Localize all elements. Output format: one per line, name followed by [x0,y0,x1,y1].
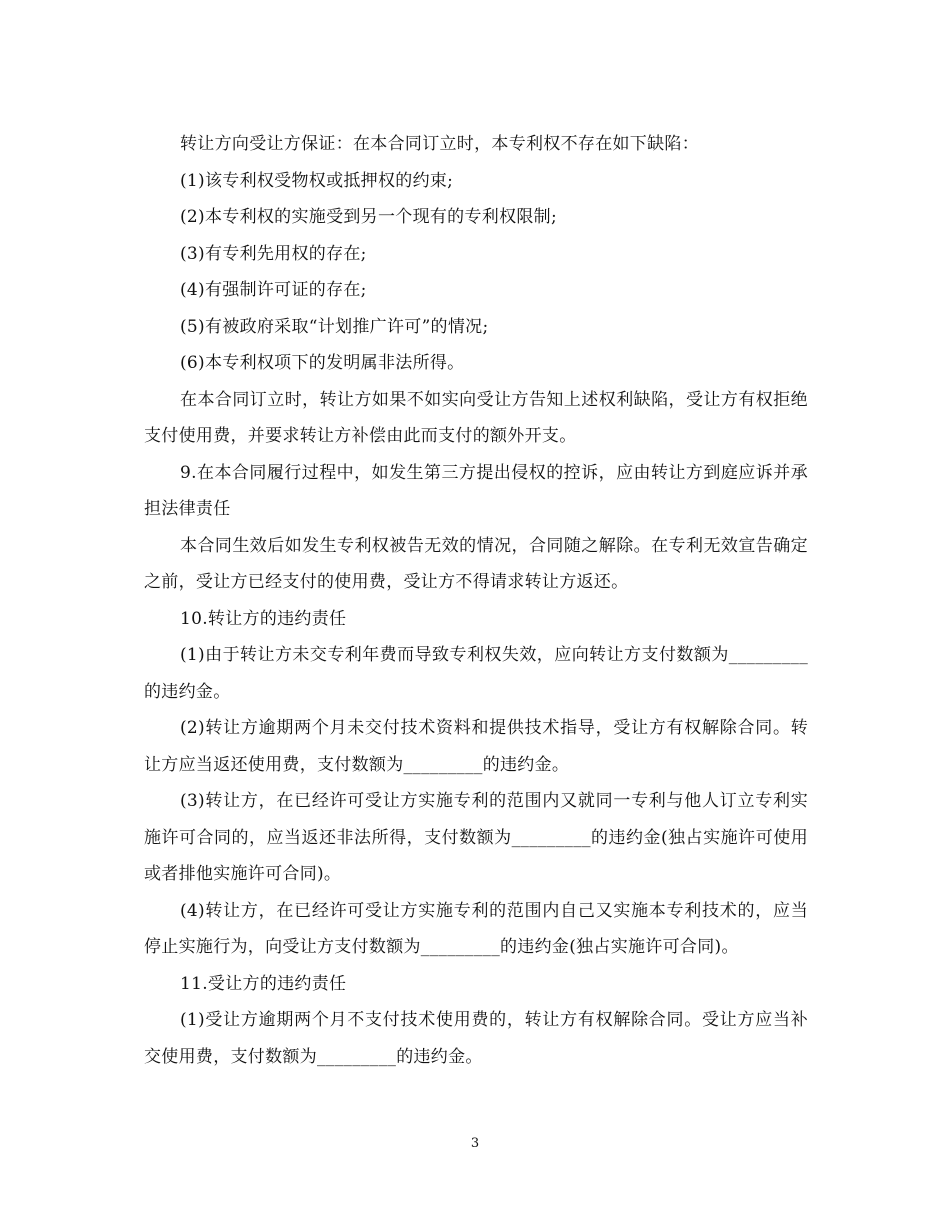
heading-clause-11: 11.受让方的违约责任 [180,973,347,994]
paragraph-defect-2: (2)本专利权的实施受到另一个现有的专利权限制; [180,207,558,227]
paragraph-clause-9: 9.在本合同履行过程中，如发生第三方提出侵权的控诉，应由转让方到庭应诉并承担法律责任 [144,462,808,519]
paragraph-defect-5: (5)有被政府采取“计划推广许可”的情况; [180,316,489,337]
page-number: 3 [470,1136,480,1151]
paragraph-clause-10-2: (2)转让方逾期两个月未交付技术资料和提供技术指导，受让方有权解除合同。转让方应当返还使用费，支付数额为_________的违约金。 [144,718,808,775]
paragraph-clause-11-1: (1)受让方逾期两个月不支付技术使用费的，转让方有权解除合同。受让方应当补交使用费，支付数额为_________的违约金。 [144,1010,808,1067]
paragraph-defect-4: (4)有强制许可证的存在; [180,280,367,300]
paragraph-warranty-intro: 转让方向受让方保证：在本合同订立时，本专利权不存在如下缺陷： [180,134,699,154]
document-body [144,126,808,1075]
paragraph-disclosure: 在本合同订立时，转让方如果不如实向受让方告知上述权利缺陷，受让方有权拒绝支付使用费，并要求转让方补偿由此而支付的额外开支。 [144,389,808,446]
paragraph-defect-3: (3)有专利先用权的存在; [180,243,367,264]
heading-clause-10: 10.转让方的违约责任 [180,608,347,629]
paragraph-invalidity: 本合同生效后如发生专利权被告无效的情况，合同随之解除。在专利无效宣告确定之前，受让方已经支付的使用费，受让方不得请求转让方返还。 [144,535,808,592]
paragraph-defect-1: (1)该专利权受物权或抵押权的约束; [180,170,454,191]
paragraph-clause-10-1: (1)由于转让方未交专利年费而导致专利权失效，应向转让方支付数额为_________的违约金。 [144,645,808,702]
paragraph-defect-6: (6)本专利权项下的发明属非法所得。 [180,353,465,373]
paragraph-clause-10-4: (4)转让方，在已经许可受让方实施专利的范围内自己又实施本专利技术的，应当停止实施行为，向受让方支付数额为_________的违约金(独占实施许可合同)。 [144,900,808,957]
paragraph-clause-10-3: (3)转让方，在已经许可受让方实施专利的范围内又就同一专利与他人订立专利实施许可合同的，应当返还非法所得，支付数额为_________的违约金(独占实施许可使用或者排他实施许可合同)。 [144,791,808,884]
